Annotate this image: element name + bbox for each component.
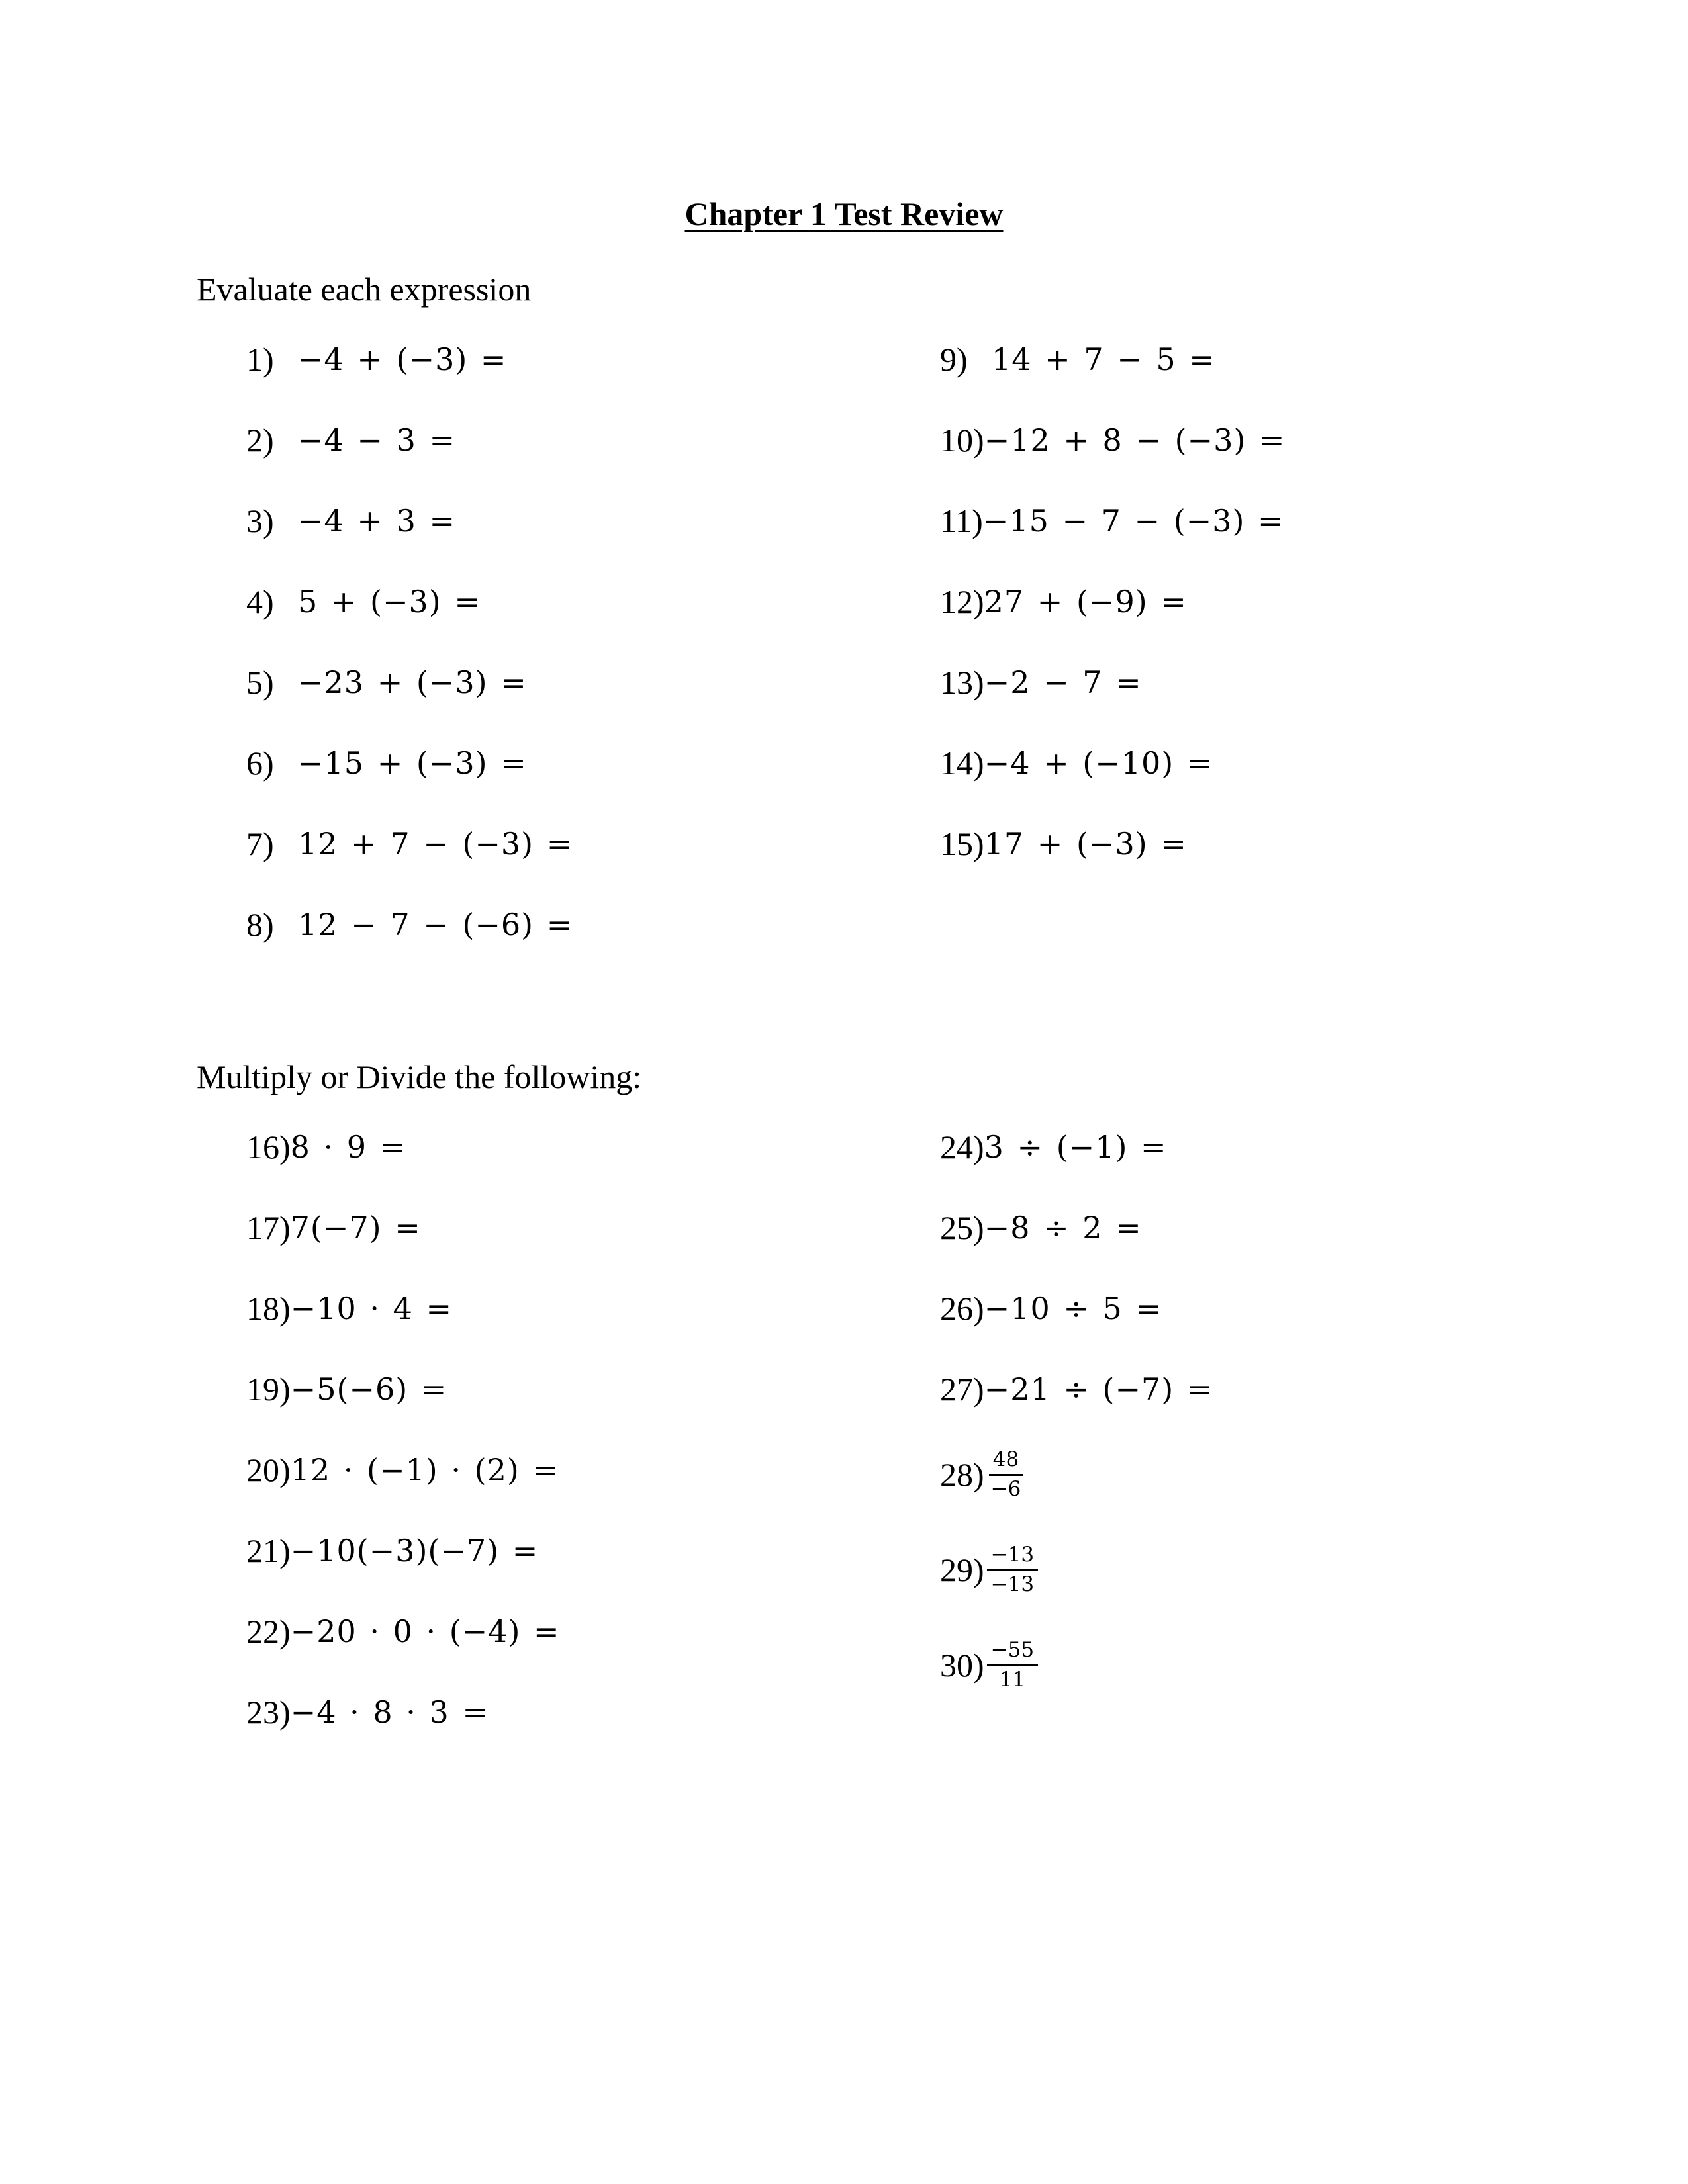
problem-11 [940,504,1284,537]
problem-expression: −21 ÷ (−7) = [984,1371,1213,1407]
problem-expression: 27 + (−9) = [984,584,1187,619]
problem-number: 1) [246,341,274,378]
problem-number: 17) [246,1209,291,1246]
problem-number: 8) [246,906,274,943]
problem-expression: 17 + (−3) = [984,826,1187,862]
problem-expression: −12 + 8 − (−3) = [984,422,1286,458]
problem-24 [940,1130,1167,1163]
problem-expression: 3 ÷ (−1) = [984,1129,1167,1165]
problem-21 [246,1534,538,1567]
problem-expression: −4 · 8 · 3 = [290,1694,489,1730]
problem-expression: −10(−3)(−7) = [290,1533,539,1569]
problem-17 [246,1211,421,1244]
problem-1 [246,343,506,376]
problem-27 [940,1373,1213,1406]
problem-28 [940,1448,1025,1501]
problem-number: 22) [246,1613,291,1650]
problem-7 [246,827,573,860]
problem-number: 28) [940,1456,984,1494]
problem-expression: −20 · 0 · (−4) = [290,1614,560,1649]
problem-expression: −23 + (−3) = [298,664,527,700]
problem-expression: −10 · 4 = [290,1291,453,1326]
problem-number: 5) [246,664,274,701]
problem-9 [940,343,1215,376]
problem-expression: 12 − 7 − (−6) = [298,907,573,942]
problem-expression: 14 + 7 − 5 = [992,341,1215,377]
problem-number: 11) [940,502,983,539]
fraction-denominator: −13 [990,1572,1035,1596]
problem-number: 25) [940,1209,984,1246]
fraction [987,1543,1038,1596]
problem-13 [940,666,1142,699]
fraction [987,1448,1025,1501]
problem-number: 19) [246,1371,291,1408]
problem-number: 20) [246,1451,291,1488]
problem-expression: 12 + 7 − (−3) = [298,826,573,862]
problem-number: 30) [940,1647,984,1684]
problem-expression: −4 − 3 = [298,422,456,458]
problem-number: 23) [246,1694,291,1731]
problem-number: 24) [940,1128,984,1165]
problem-number: 9) [940,341,968,378]
problem-number: 26) [940,1290,984,1327]
problem-expression: −4 + (−3) = [298,341,507,377]
problem-14 [940,747,1213,780]
problem-15 [940,827,1187,860]
problem-30 [940,1639,1038,1692]
problem-number: 6) [246,745,274,782]
problem-10 [940,424,1285,457]
page-title-text: Chapter 1 Test Review [684,195,1004,232]
problem-23 [246,1696,489,1729]
problem-expression: 5 + (−3) = [298,584,481,619]
problem-expression: −15 + (−3) = [298,745,527,781]
problem-expression: 7(−7) = [290,1210,421,1246]
problem-number: 2) [246,422,274,459]
problem-8 [246,908,573,941]
problem-expression: −10 ÷ 5 = [984,1291,1162,1326]
problem-18 [246,1292,452,1325]
problem-number: 29) [940,1551,984,1589]
problem-3 [246,504,455,537]
problem-expression: 12 · (−1) · (2) = [290,1452,559,1488]
section-heading-evaluate: Evaluate each expression [197,271,532,308]
problem-expression: −8 ÷ 2 = [984,1210,1142,1246]
section-heading-multiply-divide: Multiply or Divide the following: [197,1058,642,1095]
problem-number: 13) [940,664,984,701]
problem-29 [940,1543,1038,1596]
problem-26 [940,1292,1162,1325]
fraction-denominator: −6 [990,1477,1021,1501]
problem-number: 21) [246,1532,291,1569]
fraction-numerator: −55 [987,1639,1038,1666]
problem-number: 16) [246,1128,291,1165]
problem-expression: 8 · 9 = [290,1129,406,1165]
problem-16 [246,1130,406,1163]
problem-number: 12) [940,583,984,620]
fraction [987,1639,1038,1692]
problem-number: 14) [940,745,984,782]
problem-number: 18) [246,1290,291,1327]
problem-25 [940,1211,1142,1244]
problem-expression: −2 − 7 = [984,664,1142,700]
problem-number: 27) [940,1371,984,1408]
page-title [0,197,1688,230]
problem-number: 7) [246,825,274,862]
problem-2 [246,424,455,457]
problem-expression: −5(−6) = [290,1371,447,1407]
problem-number: 15) [940,825,984,862]
problem-4 [246,585,481,618]
problem-20 [246,1453,559,1486]
problem-5 [246,666,527,699]
problem-12 [940,585,1187,618]
fraction-numerator: 48 [989,1448,1023,1476]
problem-19 [246,1373,447,1406]
problem-expression: −4 + 3 = [298,503,456,539]
problem-6 [246,747,527,780]
problem-expression: −4 + (−10) = [984,745,1213,781]
fraction-denominator: 11 [999,1667,1026,1692]
fraction-numerator: −13 [987,1543,1038,1571]
problem-number: 4) [246,583,274,620]
problem-expression: −15 − 7 − (−3) = [982,503,1284,539]
problem-22 [246,1615,560,1648]
problem-number: 3) [246,502,274,539]
problem-number: 10) [940,422,984,459]
